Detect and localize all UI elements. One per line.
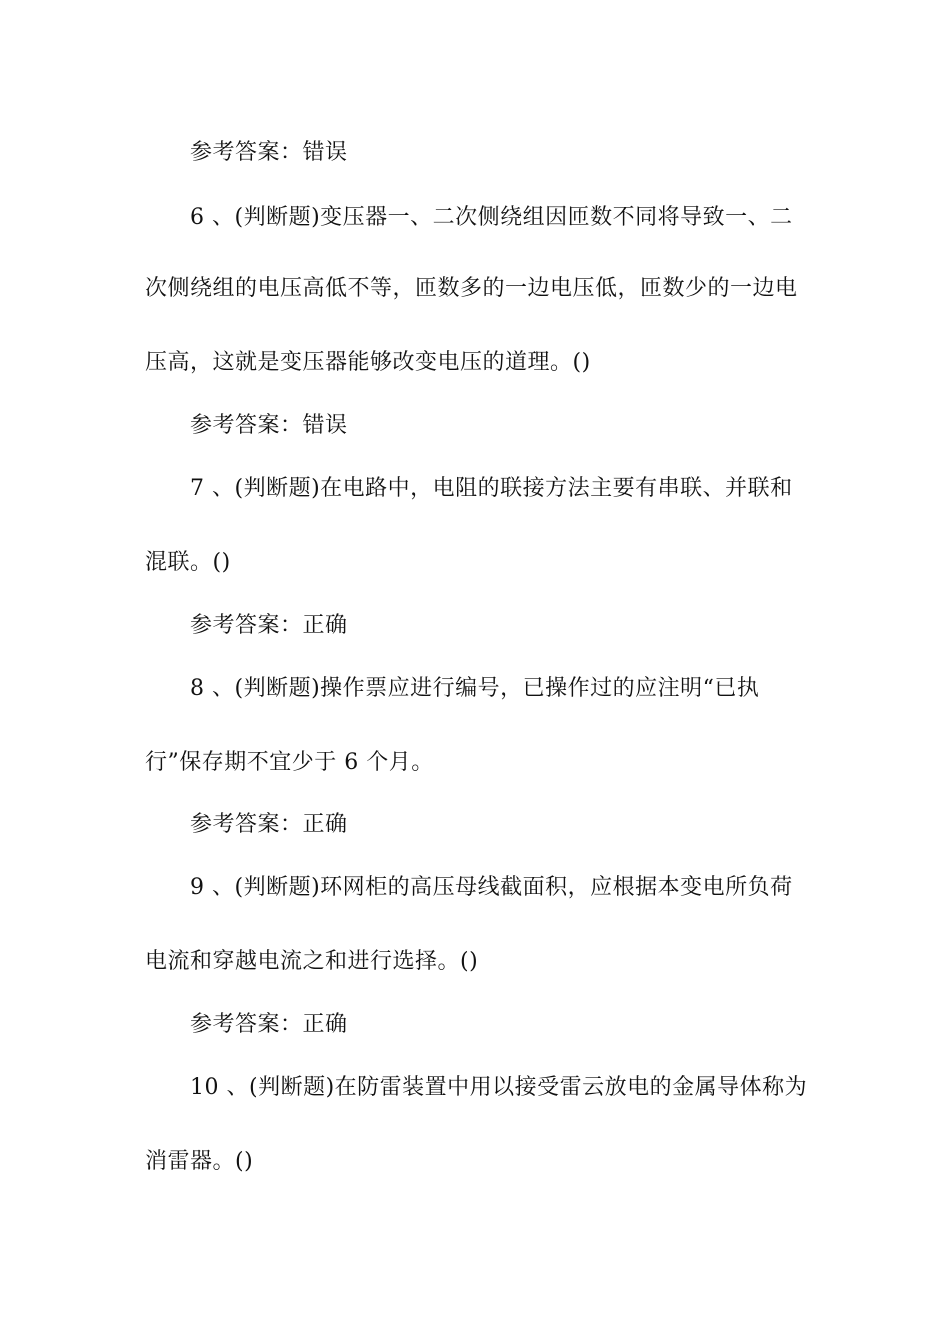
question-6-line-3: 压高，这就是变压器能够改变电压的道理。() [145, 350, 591, 375]
question-9-line-2: 电流和穿越电流之和进行选择。() [145, 949, 479, 974]
answer-value: 正确 [302, 1012, 348, 1037]
question-7-line-1: 7 、(判断题)在电路中，电阻的联接方法主要有串联、并联和 [190, 476, 793, 501]
question-9-line-1: 9 、(判断题)环网柜的高压母线截面积，应根据本变电所负荷 [190, 875, 793, 900]
question-6-line-2: 次侧绕组的电压高低不等，匝数多的一边电压低，匝数少的一边电 [145, 276, 798, 301]
question-8-answer [190, 812, 348, 838]
question-7-answer [190, 613, 348, 639]
answer-label: 参考答案： [190, 1012, 303, 1037]
answer-value: 错误 [302, 413, 348, 438]
answer-line [190, 140, 348, 166]
question-7-line-2: 混联。() [145, 550, 231, 575]
question-10-line-2: 消雷器。() [145, 1149, 254, 1174]
answer-label: 参考答案： [190, 413, 303, 438]
answer-label: 参考答案： [190, 140, 303, 165]
answer-label: 参考答案： [190, 812, 303, 837]
question-9-answer [190, 1012, 348, 1038]
question-10-line-1: 10 、(判断题)在防雷装置中用以接受雷云放电的金属导体称为 [190, 1075, 808, 1100]
answer-label: 参考答案： [190, 613, 303, 638]
answer-value: 正确 [302, 812, 348, 837]
question-6-line-1: 6 、(判断题)变压器一、二次侧绕组因匝数不同将导致一、二 [190, 205, 793, 230]
question-6-answer [190, 413, 348, 439]
question-8-line-1: 8 、(判断题)操作票应进行编号，已操作过的应注明“已执 [190, 676, 760, 701]
question-8-line-2: 行”保存期不宜少于 6 个月。 [145, 750, 434, 775]
answer-value: 正确 [302, 613, 348, 638]
answer-value: 错误 [302, 140, 348, 165]
